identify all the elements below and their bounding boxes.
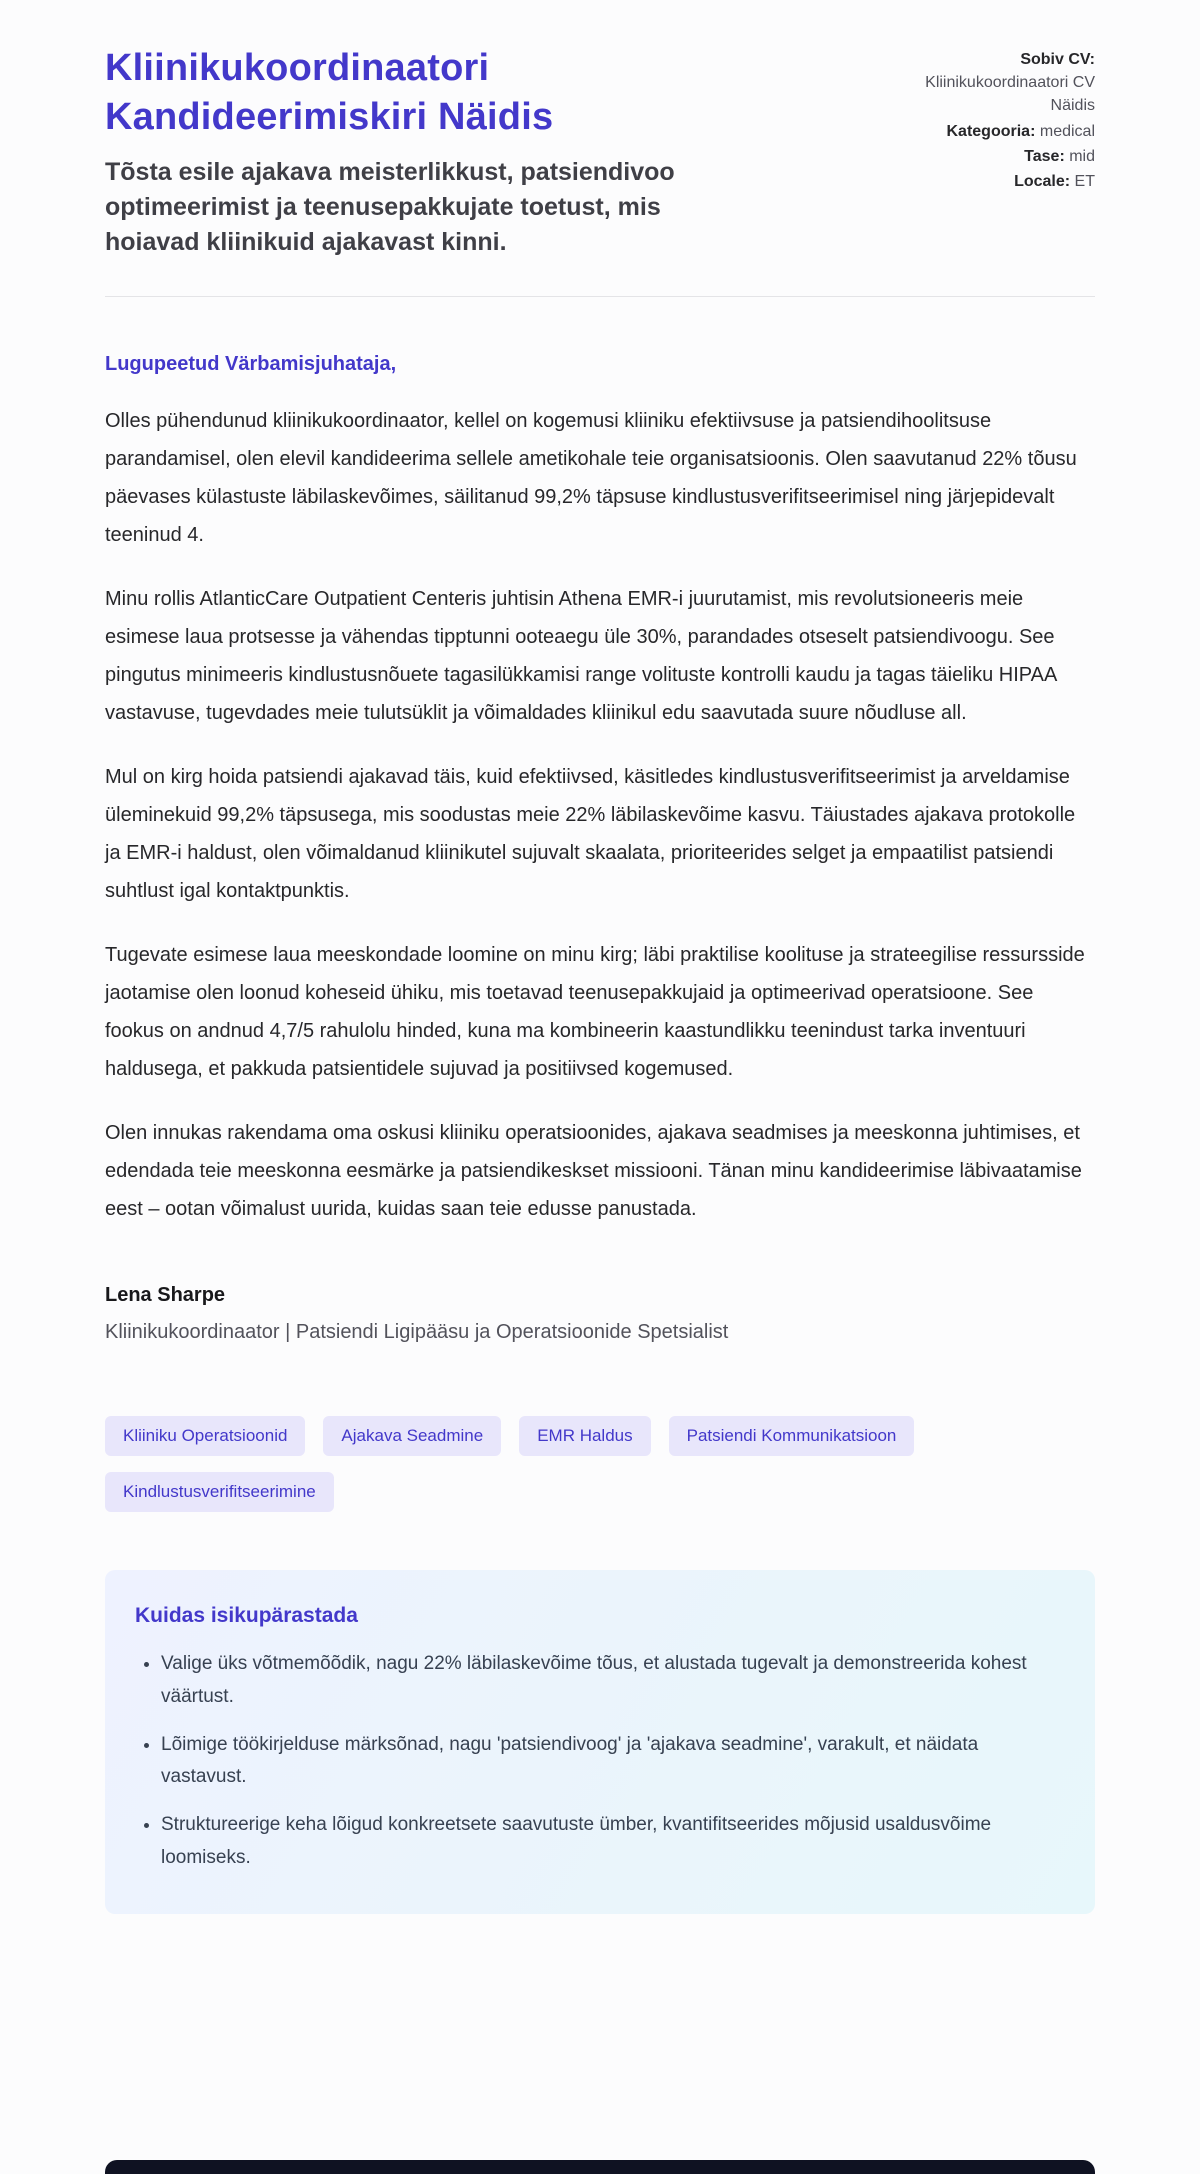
- header-divider: [105, 296, 1095, 297]
- tag-clinic-operations[interactable]: Kliiniku Operatsioonid: [105, 1416, 305, 1456]
- tips-list: [135, 1648, 1057, 1874]
- tips-heading: Kuidas isikupärastada: [135, 1604, 358, 1628]
- tag-list: [105, 1416, 1035, 1512]
- letter-greeting: Lugupeetud Värbamisjuhataja,: [105, 353, 397, 376]
- header-title-block: [105, 44, 765, 260]
- meta-row-category: [899, 120, 1095, 143]
- page-title: Kliinikukoordinaatori Kandideerimiskiri Näidis: [105, 47, 554, 138]
- footer-bar-partial: [105, 2160, 1095, 2174]
- signature-name: Lena Sharpe: [105, 1284, 226, 1307]
- tag-patient-communication[interactable]: Patsiendi Kommunikatsioon: [669, 1416, 915, 1456]
- meta-value: ET: [1074, 172, 1095, 190]
- cover-letter: [105, 353, 1095, 1344]
- meta-label: Sobiv CV:: [1020, 51, 1095, 68]
- meta-label: Kategooria:: [946, 122, 1036, 140]
- meta-row-locale: [899, 170, 1095, 193]
- tag-emr-management[interactable]: EMR Haldus: [519, 1416, 650, 1456]
- page: [92, 0, 1108, 2174]
- meta-value: medical: [1039, 122, 1095, 140]
- letter-paragraph-3: Mul on kirg hoida patsiendi ajakavad täis, kuid efektiivsed, käsitledes kindlustusverifitseerimist ja arveldamise üleminekuid 99,2% täpsusega, mis soodustas meie 22% läbilaskevõime kasvu. Täiustades ajakava protokolle ja EMR-i haldust, olen võimaldanud kliinikutel sujuvalt skaalata, prioriteerides selget ja empaatilist patsiendi suhtlust igal kontaktpunktis.: [105, 766, 1076, 903]
- header: [105, 44, 1095, 260]
- tag-scheduling[interactable]: Ajakava Seadmine: [323, 1416, 501, 1456]
- tip-item-1: • Valige üks võtmemõõdik, nagu 22% läbilaskevõime tõus, et alustada tugevalt ja demonstreerida kohest väärtust.: [161, 1648, 1041, 1713]
- meta-panel: [899, 44, 1095, 195]
- tag-insurance-verification[interactable]: Kindlustusverifitseerimine: [105, 1472, 334, 1512]
- meta-label: Locale:: [1014, 172, 1071, 190]
- tip-item-2: • Lõimige töökirjelduse märksõnad, nagu 'patsiendivoog' ja 'ajakava seadmine', varakult, et näidata vastavust.: [161, 1729, 1041, 1794]
- meta-value: Kliinikukoordinaatori CV Näidis: [925, 74, 1095, 115]
- signature-title: Kliinikukoordinaator | Patsiendi Ligipääsu ja Operatsioonide Spetsialist: [105, 1321, 729, 1344]
- letter-paragraph-1: Olles pühendunud kliinikukoordinaator, kellel on kogemusi kliiniku efektiivsuse ja patsiendihoolitsuse parandamisel, olen elevil kandideerima sellele ametikohale teie organisatsioonis. Olen saavutanud 22% tõusu päevases külastuste läbilaskevõimes, säilitanud 99,2% täpsuse kindlustusverifitseerimisel ning järjepidevalt teeninud 4.: [105, 410, 1077, 547]
- letter-paragraph-2: Minu rollis AtlanticCare Outpatient Centeris juhtisin Athena EMR-i juurutamist, mis revolutsioneeris meie esimese laua protsesse ja vähendas tipptunni ooteaegu üle 30%, parandades otseselt patsiendivoogu. See pingutus minimeeris kindlustusnõuete tagasilükkamisi range volituste kontrolli kaudu ja tagas täieliku HIPAA vastavuse, tugevdades meie tulutsüklit ja võimaldades kliinikul edu saavutada suure nõudluse all.: [105, 588, 1057, 725]
- meta-row-matching-cv: [899, 48, 1095, 118]
- page-subtitle: Tõsta esile ajakava meisterlikkust, patsiendivoo optimeerimist ja teenusepakkujate toetust, mis hoiavad kliinikuid ajakavast kinni.: [105, 158, 675, 257]
- meta-label: Tase:: [1024, 147, 1065, 165]
- meta-value: mid: [1069, 147, 1095, 165]
- letter-paragraph-5: Olen innukas rakendama oma oskusi kliiniku operatsioonides, ajakava seadmises ja meeskonna juhtimises, et edendada teie meeskonna eesmärke ja patsiendikeskset missiooni. Tänan minu kandideerimise läbivaatamise eest – ootan võimalust uurida, kuidas saan teie edusse panustada.: [105, 1122, 1082, 1221]
- tip-item-3: • Struktureerige keha lõigud konkreetsete saavutuste ümber, kvantifitseerides mõjusid usaldusvõime loomiseks.: [161, 1809, 1041, 1874]
- letter-paragraph-4: Tugevate esimese laua meeskondade loomine on minu kirg; läbi praktilise koolituse ja strateegilise ressursside jaotamise olen loonud koheseid ühiku, mis toetavad teenusepakkujaid ja optimeerivad operatsioone. See fookus on andnud 4,7/5 rahulolu hinded, kuna ma kombineerin kaastundlikku teenindust tarka inventuuri haldusega, et pakkuda patsientidele sujuvad ja positiivsed kogemused.: [105, 944, 1085, 1081]
- meta-row-level: [899, 145, 1095, 168]
- personalization-tips-box: [105, 1570, 1095, 1914]
